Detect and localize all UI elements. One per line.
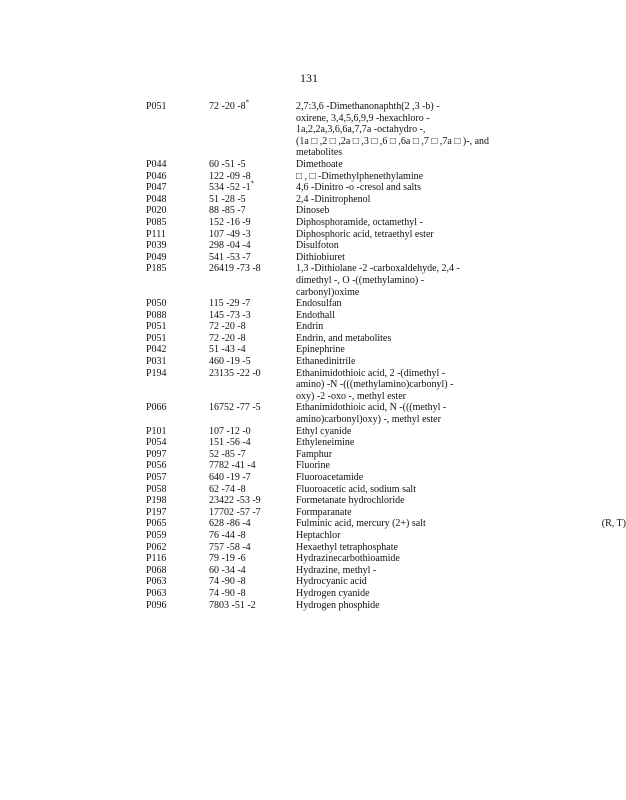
table-row xyxy=(146,229,566,241)
substance-name-cell xyxy=(296,182,566,194)
table-row xyxy=(146,402,566,425)
cas-number-cell xyxy=(209,252,296,264)
waste-code: P101 xyxy=(146,425,167,437)
cas-number: 151 -56 -4 xyxy=(209,437,251,449)
waste-code: P048 xyxy=(146,193,167,205)
cas-number: 72 -20 -8 xyxy=(209,332,246,344)
waste-code: P059 xyxy=(146,529,167,541)
substance-name-cell xyxy=(296,252,566,264)
waste-code: P020 xyxy=(146,205,167,217)
table-row xyxy=(146,98,566,159)
table-row xyxy=(146,542,566,554)
cas-number-cell xyxy=(209,472,296,484)
substance-name-cell xyxy=(296,298,566,310)
cas-number: 60 -51 -5 xyxy=(209,158,246,170)
table-row xyxy=(146,530,566,542)
table-row xyxy=(146,159,566,171)
substance-name: 4,6 -Dinitro -o -cresol and salts xyxy=(296,182,421,194)
cas-number: 26419 -73 -8 xyxy=(209,263,261,275)
substance-name: Hydrogen phosphide xyxy=(296,599,380,611)
cas-number-cell xyxy=(209,484,296,496)
cas-number-cell xyxy=(209,159,296,171)
substance-name-cell xyxy=(296,229,566,241)
cas-number: 628 -86 -4 xyxy=(209,518,251,530)
substance-name: Diphosphoramide, octamethyl - xyxy=(296,216,423,228)
substance-name-cell xyxy=(296,217,566,229)
cas-number-cell xyxy=(209,507,296,519)
substance-name-cell xyxy=(296,542,566,554)
waste-code: P057 xyxy=(146,472,167,483)
cas-number-cell xyxy=(209,240,296,252)
cas-number-cell xyxy=(209,368,296,380)
table-row xyxy=(146,460,566,472)
waste-code: P046 xyxy=(146,170,167,182)
page-number: 131 xyxy=(300,71,318,85)
substance-name: Endothall xyxy=(296,309,335,321)
waste-code: P068 xyxy=(146,564,167,576)
waste-code: P051 xyxy=(146,321,167,333)
substance-name-cell xyxy=(296,402,566,425)
table-row xyxy=(146,565,566,577)
substance-name: Endosulfan xyxy=(296,298,342,310)
substance-name-cell xyxy=(296,507,566,519)
waste-code: P050 xyxy=(146,298,167,310)
substance-name: Hydrazinecarbothioamide xyxy=(296,553,400,565)
cas-number-cell xyxy=(209,298,296,310)
cas-number-cell xyxy=(209,460,296,472)
substance-name: □ , □ -Dimethylphenethylamine xyxy=(296,170,424,182)
cas-number-cell xyxy=(209,217,296,229)
substance-name: Ethanimidothioic acid, 2 -(dimethyl - amino) -N -(((methylamino)carbonyl) - oxy) -2 -oxo -, methyl ester xyxy=(296,367,454,402)
substance-name-cell xyxy=(296,472,566,484)
waste-code: P058 xyxy=(146,483,167,495)
substance-name: Fulminic acid, mercury (2+) salt xyxy=(296,518,426,530)
substance-name: Fluoroacetamide xyxy=(296,472,364,483)
substance-name: 2,7:3,6 -Dimethanonaphth(2 ,3 -b) - oxirene, 3,4,5,6,9,9 -hexachloro - 1a,2,2a,3,6,6a,7,7a -octahydro -, (1a □ ,2 □ ,2a □ ,3 □ ,6 □ ,6a □ ,7 □ ,7a □ )-, and metabolites xyxy=(296,101,490,159)
substance-name: 1,3 -Dithiolane -2 -carboxaldehyde, 2,4 - dimethyl -, O -((methylamino) - carbonyl)oxime xyxy=(296,263,460,298)
waste-code: P042 xyxy=(146,344,167,356)
waste-code: P044 xyxy=(146,158,167,170)
table-row xyxy=(146,356,566,368)
waste-code: P063 xyxy=(146,587,167,599)
substance-name: Fluoroacetic acid, sodium salt xyxy=(296,483,416,495)
waste-code: P056 xyxy=(146,460,167,472)
cas-number-cell xyxy=(209,402,296,414)
table-row xyxy=(146,576,566,588)
cas-number: 51 -28 -5 xyxy=(209,193,246,205)
cas-number: 152 -16 -9 xyxy=(209,216,251,228)
substance-name-cell xyxy=(296,426,566,438)
substance-name: Dithiobiuret xyxy=(296,251,345,263)
cas-number: 115 -29 -7 xyxy=(209,298,251,310)
table-row xyxy=(146,472,566,484)
table-row xyxy=(146,368,566,403)
table-row xyxy=(146,449,566,461)
waste-code: P097 xyxy=(146,448,167,460)
substance-name-cell xyxy=(296,518,626,530)
table-row xyxy=(146,484,566,496)
waste-code: P065 xyxy=(146,518,167,530)
table-row xyxy=(146,171,566,183)
table-row xyxy=(146,507,566,519)
cas-number: 74 -90 -8 xyxy=(209,587,246,599)
cas-number-cell xyxy=(209,600,296,612)
substance-name: 2,4 -Dinitrophenol xyxy=(296,193,371,205)
cas-number-cell xyxy=(209,518,296,530)
cas-number: 16752 -77 -5 xyxy=(209,402,261,414)
waste-code: P051 xyxy=(146,332,167,344)
table-row xyxy=(146,553,566,565)
substance-name: Famphur xyxy=(296,448,333,460)
waste-code: P031 xyxy=(146,356,167,368)
cas-number: 534 -52 -1 xyxy=(209,182,251,194)
substance-name-cell xyxy=(296,240,566,252)
substance-name-cell xyxy=(296,588,566,600)
substance-name: Ethanedinitrile xyxy=(296,356,356,368)
substance-name: Hydrogen cyanide xyxy=(296,587,370,599)
substance-name-cell xyxy=(296,159,566,171)
cas-number-cell xyxy=(209,205,296,217)
footnote-mark: * xyxy=(245,98,250,107)
substance-name-cell xyxy=(296,333,566,345)
substance-name: Epinephrine xyxy=(296,344,345,356)
hazard-code: (R, T) xyxy=(601,518,626,530)
cas-number-cell xyxy=(209,588,296,600)
substance-name-cell xyxy=(296,194,566,206)
waste-code: P111 xyxy=(146,228,166,240)
substance-name: Diphosphoric acid, tetraethyl ester xyxy=(296,228,434,240)
cas-number-cell xyxy=(209,179,296,194)
cas-number-cell xyxy=(209,449,296,461)
waste-code: P039 xyxy=(146,240,167,252)
cas-number: 23422 -53 -9 xyxy=(209,495,261,507)
cas-number-cell xyxy=(209,495,296,507)
cas-number: 52 -85 -7 xyxy=(209,448,246,460)
table-row xyxy=(146,437,566,449)
cas-number: 88 -85 -7 xyxy=(209,205,246,217)
waste-code: P194 xyxy=(146,367,167,379)
substance-name-cell xyxy=(296,171,566,183)
cas-number: 107 -12 -0 xyxy=(209,425,251,437)
waste-code: P049 xyxy=(146,251,167,263)
substance-name-cell xyxy=(296,495,566,507)
substance-name: Ethanimidothioic acid, N -(((methyl - amino)carbonyl)oxy) -, methyl ester xyxy=(296,402,447,426)
table-row xyxy=(146,321,566,333)
cas-number: 7782 -41 -4 xyxy=(209,460,256,472)
waste-code: P066 xyxy=(146,402,167,414)
cas-number-cell xyxy=(209,344,296,356)
substance-name: Ethyl cyanide xyxy=(296,425,352,437)
waste-code: P047 xyxy=(146,182,167,194)
substance-name: Dimethoate xyxy=(296,158,343,170)
substance-name: Hydrocyanic acid xyxy=(296,576,367,588)
table-row xyxy=(146,263,566,298)
substance-name-cell xyxy=(296,356,566,368)
substance-name: Formetanate hydrochloride xyxy=(296,495,405,507)
cas-number-cell xyxy=(209,576,296,588)
waste-code: P062 xyxy=(146,541,167,553)
cas-number: 298 -04 -4 xyxy=(209,240,251,252)
table-row xyxy=(146,310,566,322)
table-row xyxy=(146,194,566,206)
table-row xyxy=(146,495,566,507)
cas-number: 107 -49 -3 xyxy=(209,228,251,240)
substance-name: Heptachlor xyxy=(296,529,341,541)
substance-name-cell xyxy=(296,484,566,496)
cas-number-cell xyxy=(209,565,296,577)
substance-name-cell xyxy=(296,205,566,217)
substance-name-cell xyxy=(296,449,566,461)
waste-code: P054 xyxy=(146,437,167,449)
substance-name-cell xyxy=(296,310,566,322)
cas-number: 72 -20 -8 xyxy=(209,321,246,333)
substance-name-cell xyxy=(296,460,566,472)
cas-number: 757 -58 -4 xyxy=(209,541,251,553)
substance-name-cell xyxy=(296,368,566,403)
cas-number: 62 -74 -8 xyxy=(209,483,246,495)
waste-code: P088 xyxy=(146,309,167,321)
cas-number-cell xyxy=(209,553,296,565)
substance-name-cell xyxy=(296,263,566,298)
footnote-mark: * xyxy=(250,179,255,188)
waste-code: P185 xyxy=(146,263,167,275)
cas-number: 79 -19 -6 xyxy=(209,553,246,565)
waste-code: P198 xyxy=(146,495,167,507)
table-row xyxy=(146,600,566,612)
table-row xyxy=(146,333,566,345)
cas-number-cell xyxy=(209,229,296,241)
waste-code: P085 xyxy=(146,216,167,228)
substance-name: Hexaethyl tetraphosphate xyxy=(296,541,398,553)
substance-name: Formparanate xyxy=(296,506,352,518)
cas-number-cell xyxy=(209,542,296,554)
substance-name: Disulfoton xyxy=(296,240,339,252)
cas-number-cell xyxy=(209,310,296,322)
table-row xyxy=(146,588,566,600)
cas-number: 640 -19 -7 xyxy=(209,472,251,483)
table-row xyxy=(146,179,566,194)
cas-number: 51 -43 -4 xyxy=(209,344,246,356)
substance-name-cell xyxy=(296,321,566,333)
table-row xyxy=(146,217,566,229)
substance-name-cell xyxy=(296,576,566,588)
cas-number: 17702 -57 -7 xyxy=(209,506,261,518)
cas-number-cell xyxy=(209,194,296,206)
cas-number: 60 -34 -4 xyxy=(209,564,246,576)
cas-number: 122 -09 -8 xyxy=(209,170,251,182)
cas-number-cell xyxy=(209,98,296,113)
substance-name-cell xyxy=(296,530,566,542)
cas-number-cell xyxy=(209,530,296,542)
substance-name: Fluorine xyxy=(296,460,330,472)
cas-number: 7803 -51 -2 xyxy=(209,599,256,611)
substance-name-cell xyxy=(296,600,566,612)
cas-number-cell xyxy=(209,426,296,438)
table-row xyxy=(146,252,566,264)
cas-number-cell xyxy=(209,356,296,368)
cas-number-cell xyxy=(209,321,296,333)
table-row xyxy=(146,240,566,252)
substance-name-cell xyxy=(296,553,566,565)
cas-number: 23135 -22 -0 xyxy=(209,367,261,379)
cas-number: 460 -19 -5 xyxy=(209,356,251,368)
table-row xyxy=(146,205,566,217)
substance-name: Hydrazine, methyl - xyxy=(296,564,377,576)
waste-code: P116 xyxy=(146,553,167,565)
substance-name: Dinoseb xyxy=(296,205,330,217)
cas-number: 145 -73 -3 xyxy=(209,309,251,321)
cas-number: 72 -20 -8 xyxy=(209,101,246,112)
substance-name-cell xyxy=(296,565,566,577)
hazardous-waste-table xyxy=(146,98,626,611)
substance-name-cell xyxy=(296,437,566,449)
table-row xyxy=(146,518,626,530)
table-row xyxy=(146,298,566,310)
substance-name-cell xyxy=(296,344,566,356)
cas-number-cell xyxy=(209,333,296,345)
cas-number-cell xyxy=(209,263,296,275)
table-row xyxy=(146,344,566,356)
cas-number-cell xyxy=(209,437,296,449)
cas-number: 74 -90 -8 xyxy=(209,576,246,588)
substance-name: Endrin, and metabolites xyxy=(296,332,392,344)
waste-code: P096 xyxy=(146,599,167,611)
substance-name: Ethyleneimine xyxy=(296,437,355,449)
cas-number: 76 -44 -8 xyxy=(209,529,246,541)
substance-name-cell xyxy=(296,101,566,159)
substance-name: Endrin xyxy=(296,321,324,333)
waste-code: P063 xyxy=(146,576,167,588)
cas-number: 541 -53 -7 xyxy=(209,251,251,263)
waste-code: P051 xyxy=(146,101,167,112)
waste-code: P197 xyxy=(146,506,167,518)
table-row xyxy=(146,426,566,438)
